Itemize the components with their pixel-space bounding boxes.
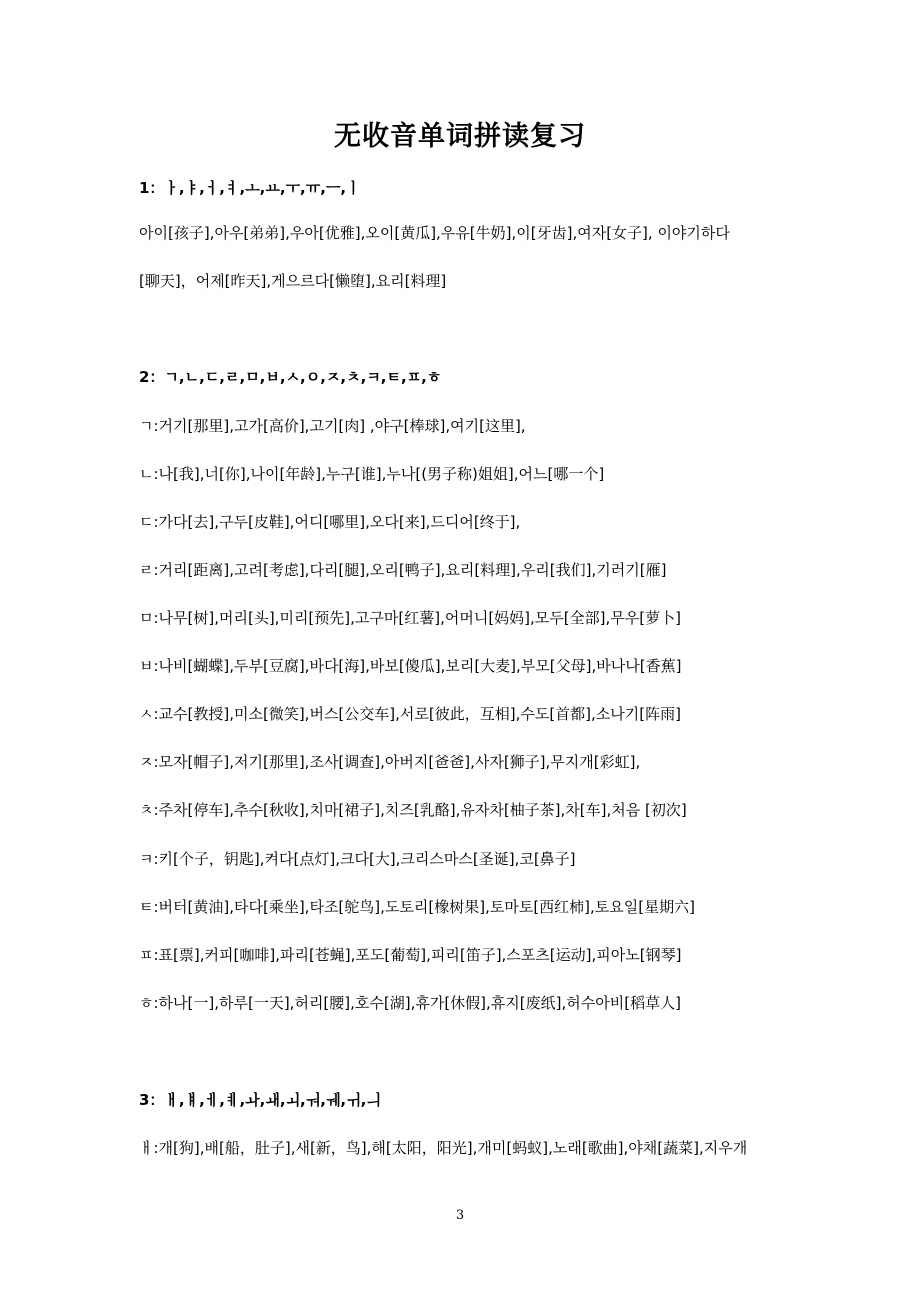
section-2-line: ㄷ:가다[去],구두[皮鞋],어디[哪里],오다[来],드디어[终于],	[139, 513, 521, 531]
section-3-line: ㅐ:개[狗],배[船，肚子],새[新，鸟],해[太阳，阳光],개미[蚂蚁],노래[歌曲],야채[蔬菜],지우개	[139, 1139, 748, 1157]
section-2-line: ㄴ:나[我],너[你],나이[年龄],누구[谁],누나[(男子称)姐姐],어느[哪一个]	[139, 465, 605, 483]
section-2-line: ㅂ:나비[蝴蝶],두부[豆腐],바다[海],바보[傻瓜],보리[大麦],부모[父母],바나나[香蕉]	[139, 657, 682, 675]
section-2-line: ㅊ:주차[停车],추수[秋收],치마[裙子],치즈[乳酪],유자차[柚子茶],차[车],처음 [初次]	[139, 801, 687, 819]
section-2-line: ㅈ:모자[帽子],저기[那里],조사[调查],아버지[爸爸],사자[狮子],무지개[彩虹],	[139, 753, 641, 771]
section-2-line: ㅋ:키[个子，钥匙],켜다[点灯],크다[大],크리스마스[圣诞],코[鼻子]	[139, 850, 576, 868]
section-2-line: ㄹ:거리[距离],고려[考虑],다리[腿],오리[鸭子],요리[料理],우리[我们],기러기[雁]	[139, 561, 667, 579]
page-number: 3	[455, 1208, 465, 1223]
section-2-line: ㅁ:나무[树],머리[头],미리[预先],고구마[红薯],어머니[妈妈],모두[全部],무우[萝卜]	[139, 609, 681, 627]
page-title: 无收音单词拼读复习	[334, 121, 586, 152]
section-2-line: ㅌ:버터[黄油],타다[乘坐],타조[鸵鸟],도토리[橡树果],토마토[西红柿],토요일[星期六]	[139, 898, 695, 916]
section-2-line: ㄱ:거기[那里],고가[高价],고기[肉] ,야구[棒球],여기[这里],	[139, 417, 526, 435]
section-2-heading: 2：ㄱ,ㄴ,ㄷ,ㄹ,ㅁ,ㅂ,ㅅ,ㅇ,ㅈ,ㅊ,ㅋ,ㅌ,ㅍ,ㅎ	[139, 368, 442, 386]
section-2-line: ㅍ:표[票],커피[咖啡],파리[苍蝇],포도[葡萄],피리[笛子],스포츠[运动],피아노[钢琴]	[139, 946, 682, 964]
section-1-line: [聊天]，어제[昨天],게으르다[懒堕],요리[料理]	[139, 272, 447, 290]
section-1-heading: 1：ㅏ,ㅑ,ㅓ,ㅕ,ㅗ,ㅛ,ㅜ,ㅠ,ㅡ,ㅣ	[139, 179, 361, 197]
section-2-line: ㅎ:하나[一],하루[一天],허리[腰],호수[湖],휴가[休假],휴지[废纸],허수아비[稻草人]	[139, 994, 681, 1012]
section-2-line: ㅅ:교수[教授],미소[微笑],버스[公交车],서로[彼此，互相],수도[首都],소나기[阵雨]	[139, 705, 681, 723]
section-3-heading: 3：ㅐ,ㅒ,ㅔ,ㅖ,ㅘ,ㅙ,ㅚ,ㅝ,ㅞ,ㅟ,ㅢ	[139, 1091, 381, 1109]
section-1-line: 아이[孩子],아우[弟弟],우아[优雅],오이[黄瓜],우유[牛奶],이[牙齿],여자[女子], 이야기하다	[139, 224, 730, 242]
